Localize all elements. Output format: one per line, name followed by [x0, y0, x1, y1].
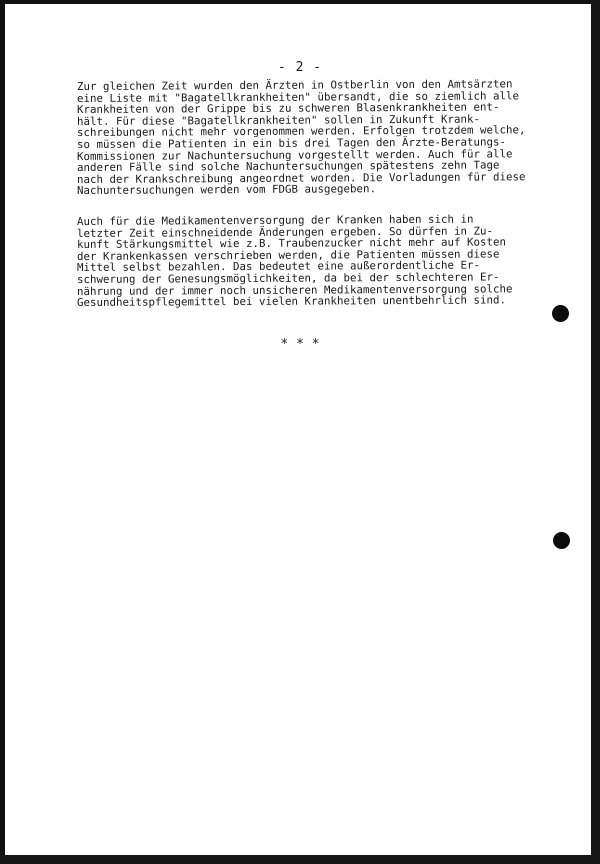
text-line: kunft Stärkungsmittel wie z.B. Traubenzucker nicht mehr auf Kosten [76, 235, 507, 252]
text-line: nährung und der immer noch unsicheren Medikamentenversorgung solche [76, 281, 513, 298]
section-separator: * * * [280, 337, 320, 352]
scan-border-top [0, 0, 600, 4]
text-line: nach der Krankschreibung angeordnet worden. Die Vorladungen für diese [76, 170, 526, 186]
scan-border-right [591, 0, 600, 864]
text-line: so müssen die Patienten in ein bis drei Tagen den Ärzte-Beratungs- [76, 135, 507, 151]
text-line: letzter Zeit einschneidende Änderungen ergeben. So dürfen in Zu- [76, 224, 494, 240]
text-line: eine Liste mit "Bagatellkrankheiten" übersandt, die so ziemlich alle [76, 88, 520, 105]
punch-hole-icon [552, 305, 569, 322]
punch-hole-icon [553, 532, 570, 549]
text-line: hält. Für diese "Bagatellkrankheiten" sollen in Zukunft Krank- [76, 112, 481, 128]
text-line: der Krankenkassen verschrieben werden, die Patienten müssen diese [76, 247, 500, 263]
page-number: - 2 - [277, 60, 323, 75]
scan-border-bottom [0, 855, 600, 864]
text-line: Krankheiten von der Grippe bis zu schweren Blasenkrankheiten ent- [76, 100, 500, 117]
text-line: Kommissionen zur Nachuntersuchung vorgestellt werden. Auch für alle [76, 146, 513, 163]
paragraph-2 [76, 212, 577, 310]
text-line: Nachuntersuchungen werden vom FDGB ausgegeben. [76, 182, 377, 198]
text-line: Mittel selbst bezahlen. Das bedeutet eine außerordentliche Er- [76, 258, 481, 275]
paragraph-1 [76, 77, 577, 198]
text-line: schwerung der Genesungsmöglichkeiten, da bei der schlechteren Er- [76, 270, 500, 286]
text-line: Auch für die Medikamentenversorgung der Kranken haben sich in [76, 212, 474, 228]
text-line: anderen Fälle sind solche Nachuntersuchungen spätestens zehn Tage [76, 158, 500, 175]
text-line: Zur gleichen Zeit wurden den Ärzten in Ostberlin von den Amtsärzten [76, 77, 513, 93]
scan-border-left [0, 0, 5, 864]
text-line: Gesundheitspflegemittel bei vielen Krankheiten unentbehrlich sind. [76, 293, 507, 310]
text-line: schreibungen nicht mehr vorgenommen werden. Erfolgen trotzdem welche, [76, 123, 526, 140]
